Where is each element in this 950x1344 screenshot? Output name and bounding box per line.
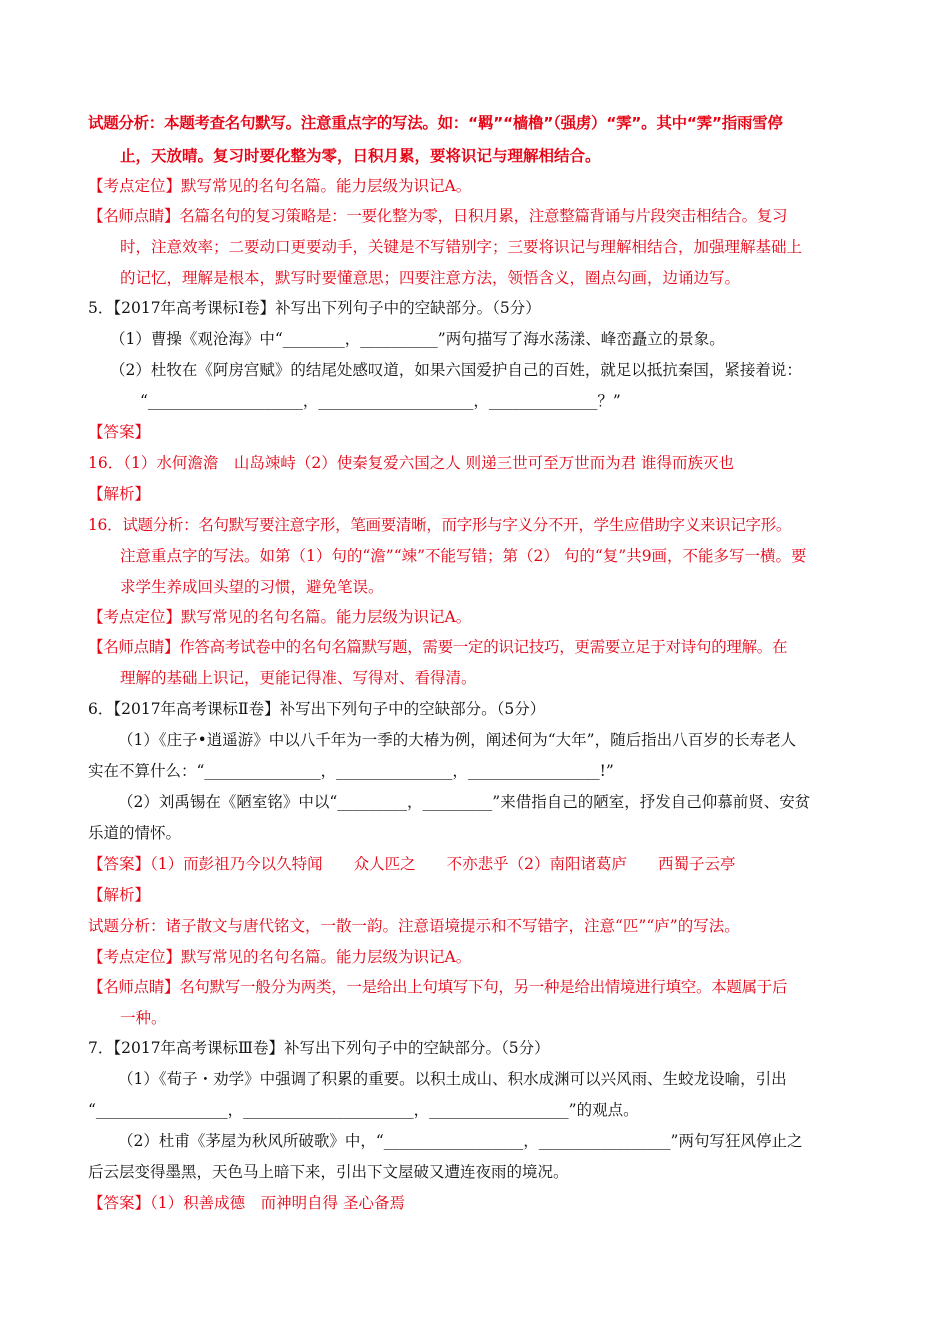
analysis-line: 16．试题分析：名句默写要注意字形，笔画要清晰，而字形与字义分不开，学生应借助字义来识记字形。: [88, 516, 792, 534]
analysis-line: 试题分析：诸子散文与唐代铭文，一散一韵。注意语境提示和不写错字，注意“匹”“庐”的写法。: [88, 917, 740, 935]
analysis-line: 试题分析：本题考查名句默写。注意重点字的写法。如：“羁”“樯橹”（强虏）“霁”。其中“霁”指雨雪停: [88, 114, 783, 132]
mingshi-line: 【名师点睛】名篇名句的复习策略是：一要化整为零，日积月累，注意整篇背诵与片段突击相结合。复习: [88, 207, 788, 225]
question-blanks: 实在不算什么：“_______________，_______________，_________________!”: [88, 762, 614, 780]
question-blanks: “_________________，______________________，__________________”的观点。: [88, 1101, 639, 1119]
question-line: （2）杜牧在《阿房宫赋》的结尾处感叹道，如果六国爱护自己的百姓，就足以抵抗秦国，紧接着说：: [110, 361, 802, 379]
question-blanks: “____________________，____________________，______________？”: [140, 392, 621, 410]
analysis-heading: 【解析】: [88, 886, 151, 904]
question-5-title: 5．【2017年高考课标Ⅰ卷】补写出下列句子中的空缺部分。（5分）: [88, 299, 541, 317]
question-line: （2）刘禹锡在《陋室铭》中以“_________，_________”来借指自己的陋室，抒发自己仰慕前贤、安贫: [118, 793, 811, 811]
answer-heading: 【答案】: [88, 423, 151, 441]
question-line: （2）杜甫《茅屋为秋风所破歌》中，“__________________，_________________”两句写狂风停止之: [118, 1132, 803, 1150]
answer-line: 16．（1）水何澹澹 山岛竦峙（2）使秦复爱六国之人 则递三世可至万世而为君 谁得而族灭也: [88, 454, 735, 472]
question-line: （1）曹操《观沧海》中“________，__________”两句描写了海水荡漾、峰峦矗立的景象。: [110, 330, 725, 348]
kaodian-line: 【考点定位】默写常见的名句名篇。能力层级为识记A。: [88, 177, 472, 195]
analysis-line: 注意重点字的写法。如第（1）句的“澹”“竦”不能写错；第（2） 句的“复”共9画，不能多写一横。要: [120, 547, 807, 565]
analysis-line: 求学生养成回头望的习惯，避免笔误。: [120, 578, 384, 596]
question-7-title: 7．【2017年高考课标Ⅲ卷】补写出下列句子中的空缺部分。（5分）: [88, 1039, 550, 1057]
answer-line: 【答案】（1）而彭祖乃今以久特闻 众人匹之 不亦悲乎（2）南阳诸葛庐 西蜀子云亭: [88, 855, 736, 873]
question-line: （1）《庄子•逍遥游》中以八千年为一季的大椿为例，阐述何为“大年”，随后指出八百岁的长寿老人: [118, 731, 797, 749]
question-line: 后云层变得墨黑，天色马上暗下来，引出下文屋破又遭连夜雨的境况。: [88, 1163, 569, 1181]
analysis-line: 止，天放晴。复习时要化整为零，日积月累，要将识记与理解相结合。: [120, 147, 601, 165]
answer-line: 【答案】（1）积善成德 而神明自得 圣心备焉: [88, 1194, 406, 1212]
mingshi-line: 理解的基础上识记，更能记得准、写得对、看得清。: [120, 669, 477, 687]
mingshi-line: 【名师点睛】名句默写一般分为两类，一是给出上句填写下句，另一种是给出情境进行填空。本题属于后: [88, 978, 788, 996]
kaodian-line: 【考点定位】默写常见的名句名篇。能力层级为识记A。: [88, 948, 472, 966]
question-line: 乐道的情怀。: [88, 824, 182, 842]
mingshi-line: 的记忆，理解是根本，默写时要懂意思；四要注意方法，领悟含义，圈点勾画，边诵边写。: [120, 269, 741, 287]
kaodian-line: 【考点定位】默写常见的名句名篇。能力层级为识记A。: [88, 608, 472, 626]
analysis-heading: 【解析】: [88, 485, 151, 503]
question-6-title: 6．【2017年高考课标Ⅱ卷】补写出下列句子中的空缺部分。（5分）: [88, 700, 546, 718]
mingshi-line: 时，注意效率；二要动口更要动手，关键是不写错别字；三要将识记与理解相结合，加强理解基础上: [120, 238, 803, 256]
mingshi-line: 【名师点睛】作答高考试卷中的名句名篇默写题，需要一定的识记技巧，更需要立足于对诗句的理解。在: [88, 638, 788, 656]
question-line: （1）《荀子・劝学》中强调了积累的重要。以积土成山、积水成渊可以兴风雨、生蛟龙设喻，引出: [118, 1070, 787, 1088]
mingshi-line: 一种。: [120, 1009, 167, 1027]
